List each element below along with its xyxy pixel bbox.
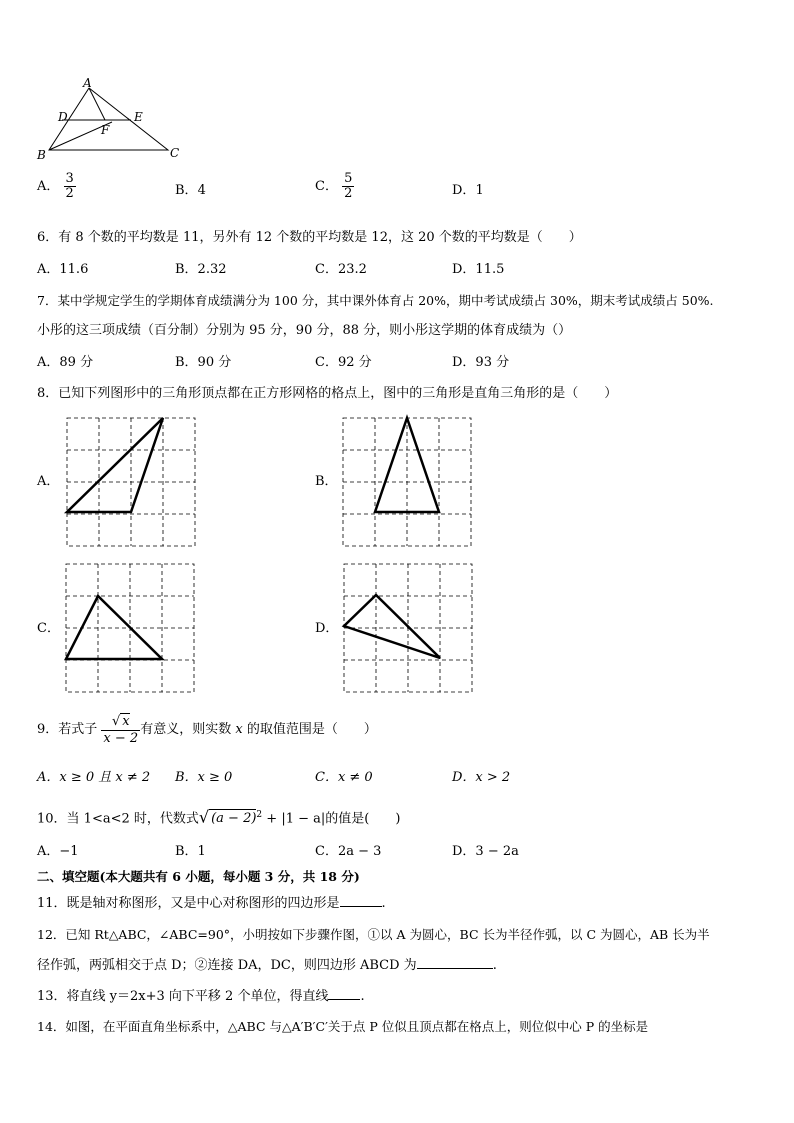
q9-denominator: x − 2 — [103, 730, 139, 746]
option-text: 4 — [197, 183, 206, 198]
q12-end: . — [492, 958, 497, 973]
label-B: B — [37, 148, 46, 162]
q9-option-a[interactable]: A．x ≥ 0 且 x ≠ 2 — [37, 770, 151, 785]
numerator: 5 — [344, 171, 353, 186]
q12-line2 — [37, 957, 497, 975]
q13-end: . — [360, 989, 365, 1004]
label-D: D — [58, 110, 68, 124]
q10-option-d[interactable]: D．3 − 2a — [452, 844, 519, 859]
q14: 14．如图，在平面直角坐标系中，△ABC 与△A′B′C′关于点 P 位似且顶点都在格点上，则位似中心 P 的坐标是 — [37, 1019, 649, 1034]
q11-text: 11．既是轴对称图形，又是中心对称图形的四边形是 — [37, 896, 340, 911]
q8-option-c-label[interactable]: C． — [37, 621, 60, 636]
q9-option-c[interactable]: C．x ≠ 0 — [315, 770, 373, 785]
q5-option-b[interactable] — [175, 182, 206, 200]
q6-option-c[interactable]: C．23.2 — [315, 262, 367, 277]
q9-fraction — [101, 713, 140, 747]
q9-stem — [37, 712, 377, 748]
q9-numerator: √ x — [101, 713, 140, 731]
label-A: A — [83, 76, 92, 90]
q11 — [37, 895, 386, 913]
q9-radicand: x — [122, 713, 130, 729]
q8-option-a-label[interactable]: A． — [37, 474, 60, 489]
q13 — [37, 988, 365, 1006]
q9-suffix-a: 有意义，则实数 — [140, 722, 232, 737]
label-F: F — [101, 123, 110, 137]
q11-blank[interactable] — [340, 906, 382, 907]
q10-option-c[interactable]: C．2a − 3 — [315, 844, 382, 859]
q12-line1: 12．已知 Rt△ABC，∠ABC=90°，小明按如下步骤作图，①以 A 为圆心，BC 长为半径作弧，以 C 为圆心，AB 长为半 — [37, 927, 710, 942]
q10-exponent: 2 — [256, 810, 263, 820]
q7-option-b[interactable]: B．90 分 — [175, 355, 232, 370]
q12-line2-text: 径作弧，两弧相交于点 D；②连接 DA，DC，则四边形 ABCD 为 — [37, 958, 417, 973]
q9-prefix: 9．若式子 — [37, 722, 98, 737]
label-E: E — [134, 110, 143, 124]
q10-option-a[interactable]: A．−1 — [37, 844, 79, 859]
q5-option-a[interactable] — [37, 172, 76, 201]
q6-option-a[interactable]: A．11.6 — [37, 262, 89, 277]
q10-stem: 10．当 1<a<2 时，代数式√ $(a - 2)^2 + |1 - a|$的值是( ) — [37, 807, 401, 827]
q9-option-d[interactable]: D．x > 2 — [452, 770, 511, 785]
q5-option-c[interactable] — [315, 172, 354, 201]
section-title: 二、填空题(本大题共有 6 小题，每小题 3 分，共 18 分) — [37, 869, 360, 884]
q11-end: . — [381, 896, 386, 911]
q5-option-d[interactable] — [452, 182, 484, 200]
option-text: 1 — [475, 183, 484, 198]
numerator: 3 — [65, 171, 74, 186]
q7-option-d[interactable]: D．93 分 — [452, 355, 510, 370]
q13-blank[interactable] — [328, 999, 360, 1000]
q10-prefix: 10．当 1<a<2 时，代数式 — [37, 811, 199, 827]
option-label: C． — [315, 179, 338, 194]
q9-suffix-b: 的取值范围是（ ） — [246, 722, 377, 737]
q8-grid-b — [343, 418, 471, 546]
option-label: D． — [452, 183, 476, 198]
q9-var: x — [235, 722, 243, 737]
q8-stem: 8．已知下列图形中的三角形顶点都在正方形网格的格点上，图中的三角形是直角三角形的是（ ） — [37, 386, 618, 401]
q10-radicand: (a − 2) — [211, 811, 257, 827]
q8-option-d-label[interactable]: D． — [315, 621, 339, 636]
option-label: A． — [37, 179, 60, 194]
fraction — [64, 172, 76, 201]
q9-option-b[interactable]: B．x ≥ 0 — [175, 770, 233, 785]
q7-option-a[interactable]: A．89 分 — [37, 355, 94, 370]
q6-option-b[interactable]: B．2.32 — [175, 262, 227, 277]
q6-option-d[interactable]: D．11.5 — [452, 262, 505, 277]
q8-grid-d — [344, 564, 472, 692]
q10-option-b[interactable]: B．1 — [175, 844, 206, 859]
fraction — [342, 172, 354, 201]
q8-grid-a — [67, 418, 195, 546]
q7-stem-line2: 小彤的这三项成绩（百分制）分别为 95 分，90 分，88 分，则小彤这学期的体育成绩为（） — [37, 323, 572, 338]
option-label: B． — [175, 183, 198, 198]
label-C: C — [170, 146, 180, 160]
denominator: 2 — [65, 186, 74, 201]
q6-stem: 6．有 8 个数的平均数是 11，另外有 12 个数的平均数是 12，这 20 个数的平均数是（ ） — [37, 230, 582, 245]
q12-blank[interactable] — [417, 968, 493, 969]
q13-text: 13．将直线 y＝2x+3 向下平移 2 个单位，得直线 — [37, 989, 329, 1004]
denominator: 2 — [344, 186, 353, 201]
q7-stem-line1: 7．某中学规定学生的学期体育成绩满分为 100 分，其中课外体育占 20%，期中考试成绩占 30%，期末考试成绩占 50%. — [37, 293, 714, 308]
q10-suffix: + |1 − a|的值是( ) — [262, 811, 401, 827]
q7-option-c[interactable]: C．92 分 — [315, 355, 372, 370]
q8-option-b-label[interactable]: B． — [315, 474, 338, 489]
q8-grid-c — [66, 564, 194, 692]
